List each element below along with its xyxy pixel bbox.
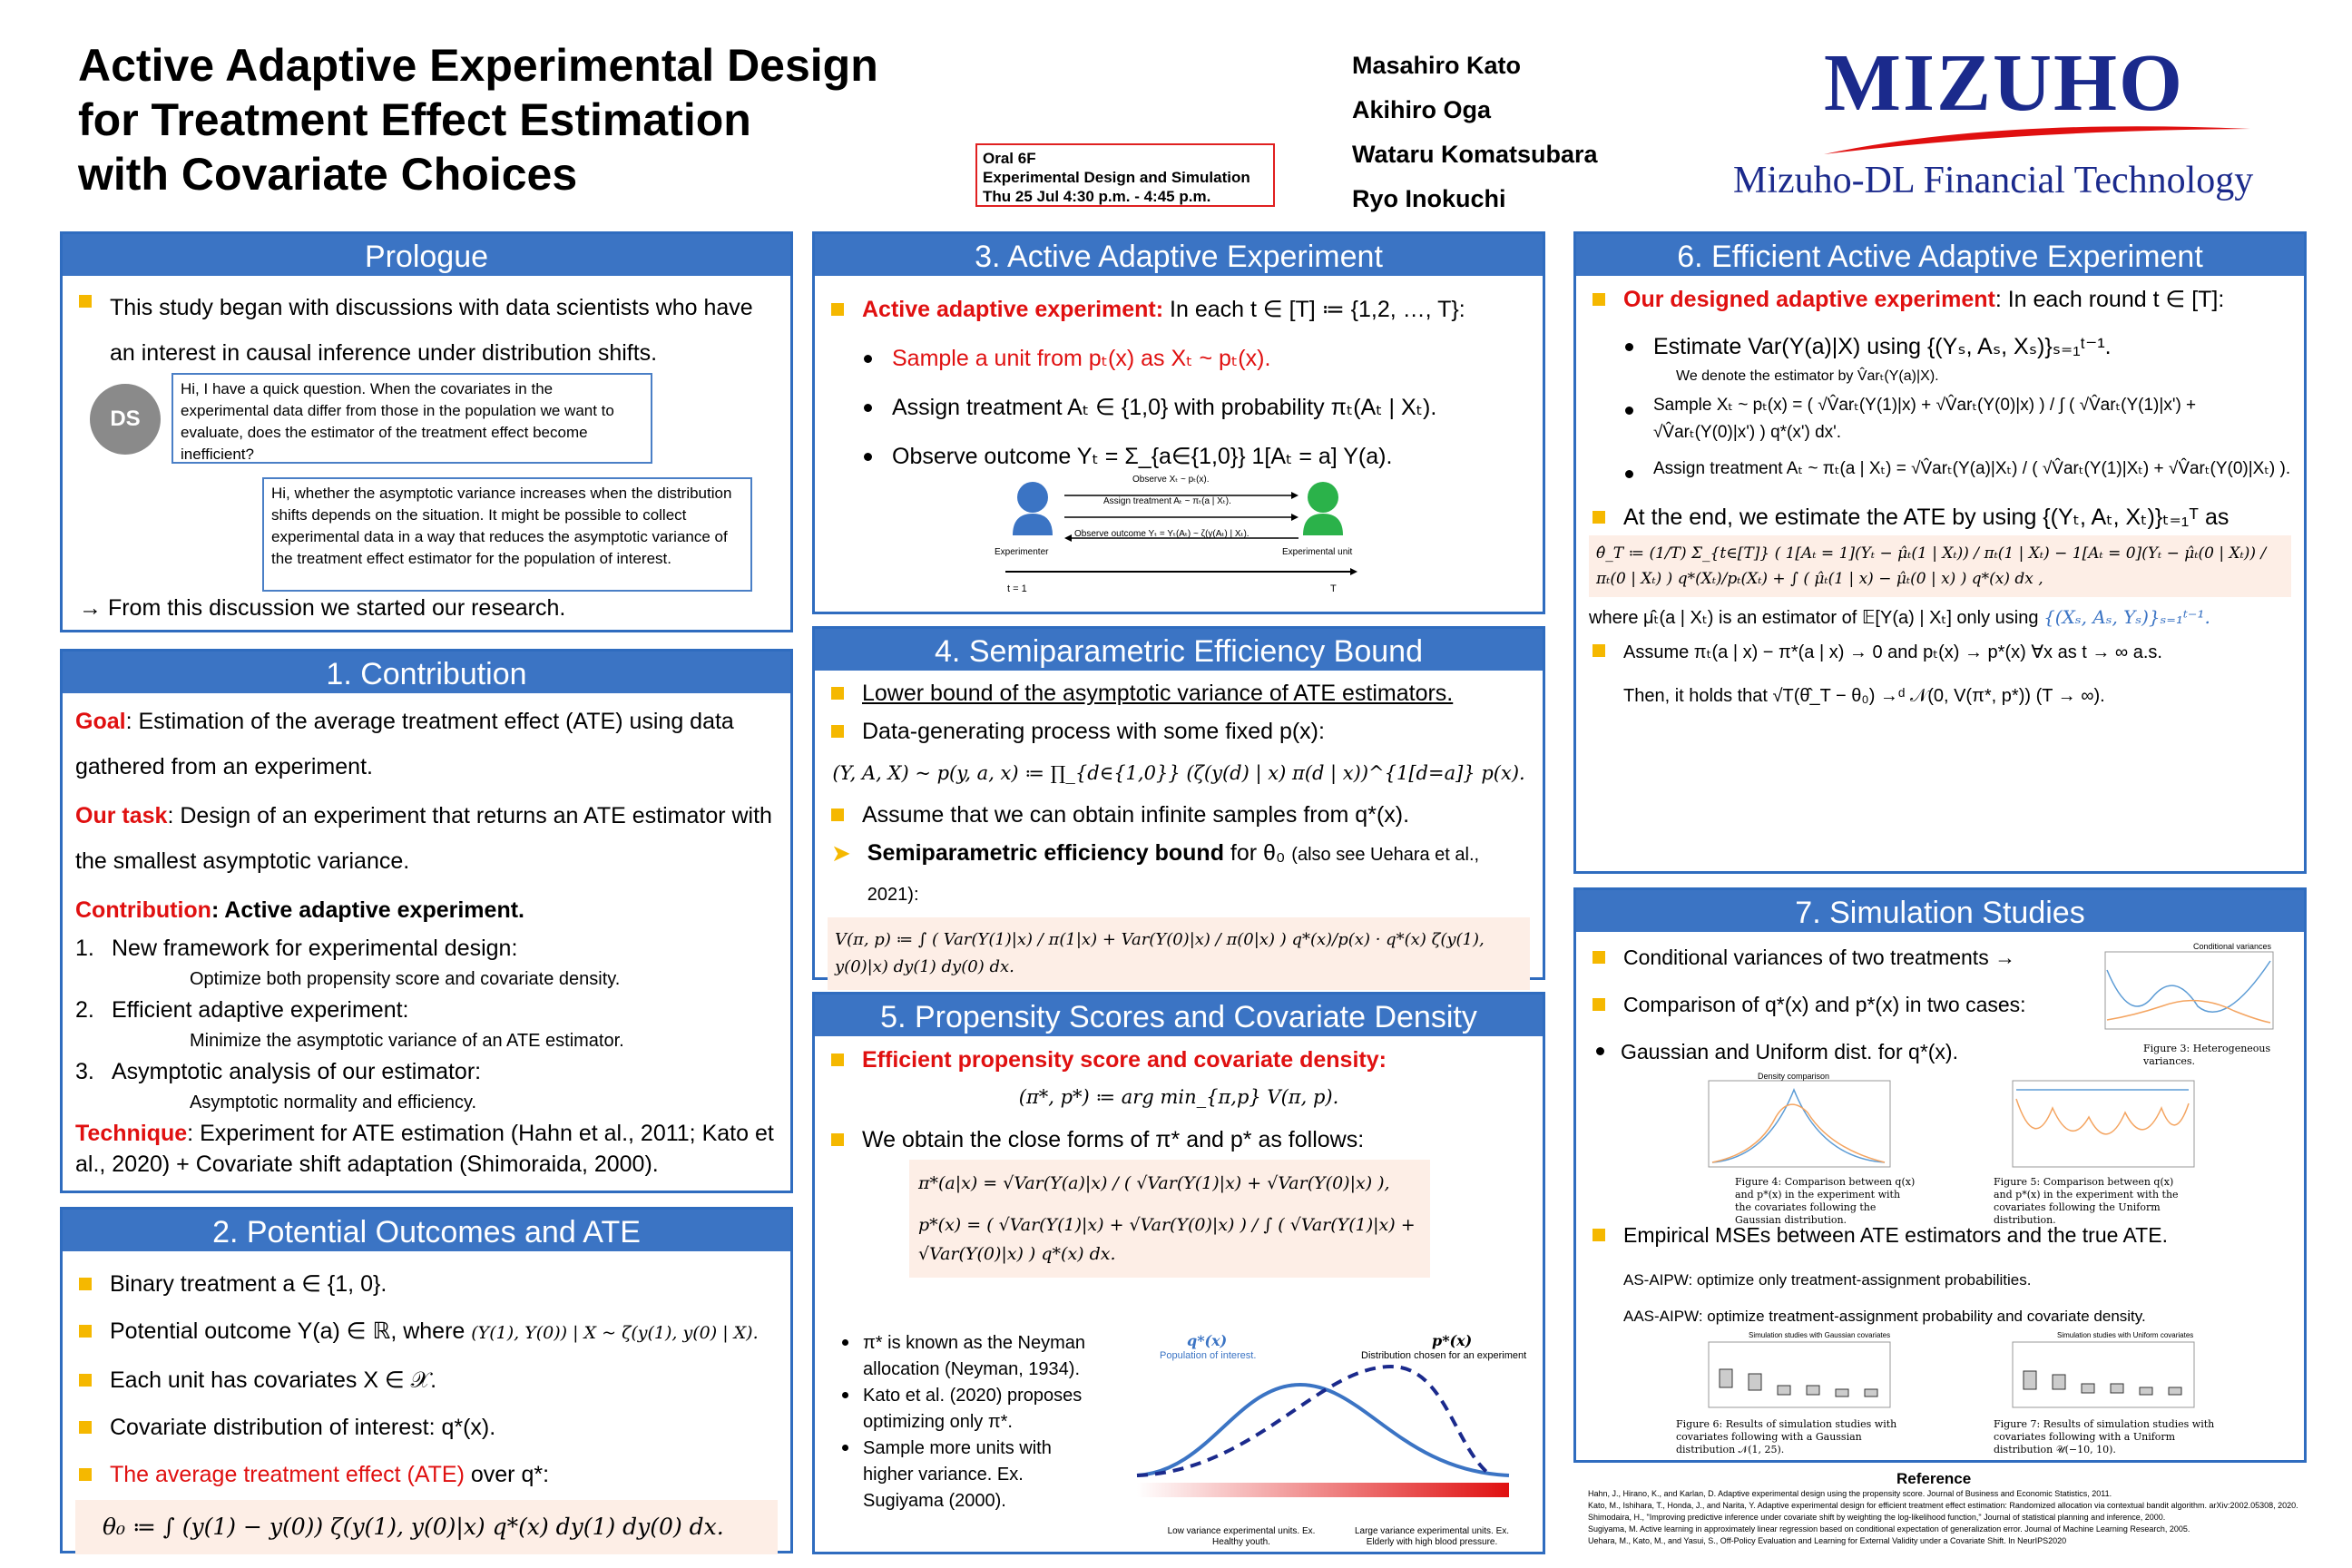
bullet-icon (831, 725, 844, 738)
potential-outcomes-panel (60, 1207, 793, 1553)
title-line: Active Adaptive Experimental Design (78, 40, 878, 91)
bullet-icon (1592, 293, 1605, 306)
q-star-caption: Population of interest. (1160, 1350, 1257, 1361)
bullet-icon (831, 303, 844, 316)
session-line: Thu 25 Jul 4:30 p.m. - 4:45 p.m. (983, 188, 1211, 205)
step-text: Assign treatment Aₜ ~ πₜ(a | Xₜ) = √V̂arₜ(Y(a)|Xₜ) / ( √V̂arₜ(Y(1)|Xₜ) + √V̂arₜ(Y(0)|Xₜ) ). (1653, 459, 2291, 478)
figure-caption: Figure 7: Results of simulation studies with covariates following with a Uniform distribution 𝒰(−10, 10). (1994, 1418, 2215, 1455)
high-variance-caption: Large variance experimental units. Ex. Elderly with high blood pressure. (1354, 1526, 1510, 1547)
density-shift-figure (1128, 1348, 1527, 1503)
author: Wataru Komatsubara (1352, 141, 1598, 168)
bullet-icon (842, 1445, 848, 1451)
bullet-icon (1625, 470, 1633, 478)
question-bubble: Hi, I have a quick question. When the covariates in the experimental data differ from those in the population we want to evaluate, does the estimator of the treatment effect become inefficient? (172, 373, 652, 464)
conditional-variance-figure (2089, 943, 2279, 1043)
session-line: Experimental Design and Simulation (983, 169, 1250, 186)
logo-swoosh-icon (1815, 118, 2269, 163)
bullet-text: The average treatment effect (ATE) over q*: (110, 1462, 550, 1487)
bullet-icon (79, 1421, 92, 1434)
panel-header: 5. Propensity Scores and Covariate Density (815, 995, 1543, 1036)
neyman-notes (833, 1330, 1105, 1514)
bullet-text: Efficient propensity score and covariate density: (862, 1047, 1387, 1073)
bullet-text: Conditional variances of two treatments → (1623, 946, 2016, 969)
prologue-conclusion: → From this discussion we started our research. (79, 595, 566, 621)
figure-title: Conditional variances (2193, 942, 2272, 951)
author: Ryo Inokuchi (1352, 185, 1506, 212)
bullet-text: Covariate distribution of interest: q*(x). (110, 1415, 496, 1440)
diagram-label: T (1330, 583, 1337, 594)
panel-header: 2. Potential Outcomes and ATE (63, 1210, 790, 1251)
step-text: Observe outcome Yₜ = Σ_{a∈{1,0}} 1[Aₜ = a] Y(a). (892, 444, 1393, 469)
prologue-panel (60, 231, 793, 632)
bullet-icon (864, 355, 872, 363)
step-text: Sample Xₜ ~ pₜ(x) = ( √V̂arₜ(Y(1)|x) + √V̂arₜ(Y(0)|x) ) / ∫ ( √V̂arₜ(Y(1)|x') + √V̂arₜ(Y(0)|x') ) q*(x') dx'. (1653, 396, 2197, 442)
bullet-icon (864, 453, 872, 461)
bullet-icon (79, 1468, 92, 1481)
figure-caption: Figure 4: Comparison between q(x) and p*(x) in the experiment with the covariates following the Gaussian distribution. (1735, 1176, 1916, 1226)
method-note: AS-AIPW: optimize only treatment-assignment probabilities. (1623, 1271, 2032, 1289)
bullet-text: We obtain the close forms of π* and p* as follows: (862, 1127, 1365, 1152)
note-text: π* is known as the Neyman allocation (Neyman, 1934). (863, 1333, 1086, 1379)
bullet-icon (1625, 407, 1633, 415)
arrow-bullet-icon: ➤ (831, 839, 851, 867)
poster-title (78, 38, 985, 201)
figure-caption: Figure 6: Results of simulation studies with covariates following with a Gaussian distribution 𝒩(1, 25). (1676, 1418, 1897, 1455)
prologue-text: This study began with discussions with data scientists who have an interest in causal inference under distribution shifts. (110, 295, 753, 366)
reference-item: Hahn, J., Hirano, K., and Karlan, D. Adaptive experimental design using the propensity score. Journal of Business and Economic Statistics, 2011. (1588, 1489, 2112, 1498)
title-line: for Treatment Effect Estimation (78, 94, 751, 145)
mse-bullet (1589, 1219, 2168, 1251)
bullet-icon (842, 1339, 848, 1346)
logo-brand: MIZUHO (1824, 38, 2185, 128)
bullet-icon (1592, 951, 1605, 964)
diagram-label: Assign treatment Aₜ ~ πₜ(a | Xₜ). (1103, 496, 1231, 506)
contribution-subitem: Minimize the asymptotic variance of an ATE estimator. (190, 1031, 624, 1051)
argmin-formula: (π*, p*) ≔ arg min_{π,p} V(π, p). (1018, 1086, 1339, 1108)
bullet-icon (79, 295, 92, 308)
bullet-text: Gaussian and Uniform dist. for q*(x). (1621, 1040, 1958, 1063)
bullet-icon (1592, 998, 1605, 1011)
diagram-label: Experimenter (995, 547, 1049, 557)
p-star-formula: p*(x) = ( √Var(Y(1)|x) + √Var(Y(0)|x) ) / ∫ ( √Var(Y(1)|x) + √Var(Y(0)|x) ) q*(x) dx. (918, 1215, 1416, 1264)
task-text: Our task: Design of an experiment that returns an ATE estimator with the smallest asymptotic variance. (75, 803, 772, 874)
diagram-label: Observe outcome Yₜ = Yₜ(Aₜ) ~ ζ(y(Aₜ) | Xₜ). (1074, 529, 1250, 539)
figure-title: Density comparison (1758, 1072, 1830, 1081)
panel-header: 7. Simulation Studies (1576, 890, 2304, 932)
reference-item: Shimodaira, H., "Improving predictive inference under covariate shift by weighting the log-likelihood function," Journal of statistical planning and inference, 2000. (1588, 1513, 2166, 1522)
bullet-text: Each unit has covariates X ∈ 𝒳. (110, 1367, 437, 1393)
bullet-icon (831, 687, 844, 700)
bullet-text: At the end, we estimate the ATE by using {(Yₜ, Aₜ, Xₜ)}ₜ₌₁ᵀ as (1623, 505, 2230, 530)
low-variance-caption: Low variance experimental units. Ex. Healthy youth. (1167, 1526, 1316, 1547)
session-line: Oral 6F (983, 150, 1036, 167)
efficiency-bound-formula: V(π, p) ≔ ∫ ( Var(Y(1)|x) / π(1|x) + Var(Y(0)|x) / π(0|x) ) q*(x)/p(x) · q*(x) ζ(y(1), y(0)|x) dy(1) dy(0) dx. (828, 917, 1530, 990)
bullet-text: Comparison of q*(x) and p*(x) in two cases: (1623, 993, 2026, 1016)
bullet-icon (79, 1374, 92, 1387)
simulation-panel (1573, 887, 2307, 1463)
mizuho-logo (1724, 27, 2269, 209)
bullet-text: Potential outcome Y(a) ∈ ℝ, where (Y(1), Y(0)) | X ~ ζ(y(1), y(0) | X). (110, 1318, 759, 1344)
reference-title: Reference (1896, 1470, 1972, 1487)
bullet-text: Binary treatment a ∈ {1, 0}. (110, 1271, 387, 1297)
author: Akihiro Oga (1352, 96, 1492, 123)
bullet-icon (1596, 1047, 1604, 1055)
figure-title: Simulation studies with Uniform covariates (2057, 1331, 2194, 1339)
answer-bubble: Hi, whether the asymptotic variance increases when the distribution shifts depends on the situation. It might be possible to collect experimental data in a way that reduces the asymptotic variance of the treatment effect estimator for the population of interest. (262, 477, 752, 592)
bullet-icon (1592, 644, 1605, 657)
step-text: Estimate Var(Y(a)|X) using {(Yₛ, Aₛ, Xₛ)}ₛ₌₁ᵗ⁻¹. (1653, 334, 2112, 359)
contribution-text: Contribution: Active adaptive experiment. (75, 897, 524, 923)
panel-header: 6. Efficient Active Adaptive Experiment (1576, 234, 2304, 276)
technique-text: Technique: Experiment for ATE estimation (Hahn et al., 2011; Kato et al., 2020) + Covariate shift adaptation (Shimoraida, 2000). (75, 1121, 774, 1177)
bullet-icon (1592, 511, 1605, 524)
ds-avatar: DS (90, 384, 161, 455)
contribution-subitem: Optimize both propensity score and covariate density. (190, 969, 621, 989)
title-line: with Covariate Choices (78, 149, 578, 200)
diagram-label: t = 1 (1007, 583, 1027, 594)
note-text: Kato et al. (2020) proposes optimizing only π*. (863, 1386, 1083, 1432)
bullet-icon (842, 1392, 848, 1398)
method-notes (1623, 1262, 2146, 1335)
ate-estimator-formula: θ̂_T ≔ (1/T) Σ_{t∈[T]} ( 1[Aₜ = 1](Yₜ − μ̂ₜ(1 | Xₜ)) / πₜ(1 | Xₜ) − 1[Aₜ = 0](Yₜ − μ̂ₜ(0 | Xₜ)) / πₜ(0 | Xₜ) ) q*(Xₜ)/pₜ(Xₜ) + ∫ ( μ̂ₜ(1 | x) − μ̂ₜ(0 | x) ) q*(x) dx , (1589, 535, 2291, 597)
density-comparison-gaussian-figure (1694, 1072, 1894, 1171)
diagram-label: Observe Xₜ ~ pₜ(x). (1132, 475, 1210, 485)
density-comparison-uniform-figure (1998, 1072, 2198, 1171)
bullet-text: Semiparametric efficiency bound for θ₀ (also see Uehara et al., 2021): (867, 840, 1480, 905)
figure-title: Simulation studies with Gaussian covariates (1749, 1331, 1891, 1339)
author: Masahiro Kato (1352, 52, 1522, 79)
bullet-icon (1592, 1229, 1605, 1241)
estimator-note: We denote the estimator by V̂arₜ(Y(a)|X). (1676, 368, 1939, 384)
bullet-icon (831, 808, 844, 821)
method-note: AAS-AIPW: optimize treatment-assignment probability and covariate density. (1623, 1308, 2146, 1325)
mse-boxplot-uniform (1998, 1333, 2198, 1415)
dgp-formula: (Y, A, X) ~ p(y, a, x) ≔ ∏_{d∈{1,0}} (ζ(y(d) | x) π(d | x))^{1[d=a]} p(x). (832, 762, 1525, 784)
reference-list (1588, 1488, 2305, 1547)
efficient-experiment-panel (1573, 231, 2307, 874)
bullet-text: Our designed adaptive experiment: In each round t ∈ [T]: (1623, 287, 2225, 312)
active-experiment-panel (812, 231, 1545, 614)
contribution-item: 3. Asymptotic analysis of our estimator: (75, 1059, 482, 1084)
efficiency-bound-panel (812, 626, 1545, 980)
where-text: where μ̂ₜ(a | Xₜ) is an estimator of 𝔼[Y(a) | Xₜ] only using {(Xₛ, Aₛ, Yₛ)}ₛ₌₁ᵗ⁻¹. (1589, 606, 2210, 628)
panel-header: 4. Semiparametric Efficiency Bound (815, 629, 1543, 671)
contribution-subitem: Asymptotic normality and efficiency. (190, 1093, 477, 1112)
panel-header: Prologue (63, 234, 790, 276)
reference-item: Uehara, M., Kato, M., and Yasui, S., Off-Policy Evaluation and Learning for External Validity under a Covariate Shift. In NeurIPS2020 (1588, 1536, 2067, 1545)
asymptotic-result: Then, it holds that √T(θ̂_T − θ₀) →ᵈ 𝒩(0, V(π*, p*)) (T → ∞). (1623, 686, 2105, 706)
bullet-text: Empirical MSEs between ATE estimators and the true ATE. (1623, 1223, 2168, 1247)
logo-subtitle: Mizuho-DL Financial Technology (1733, 160, 2254, 201)
propensity-panel (812, 992, 1545, 1554)
bullet-text: Active adaptive experiment: In each t ∈ [T] ≔ {1,2, …, T}: (862, 297, 1465, 322)
contribution-item: 2. Efficient adaptive experiment: (75, 997, 409, 1023)
bullet-icon (79, 1278, 92, 1290)
bullet-icon (831, 1133, 844, 1146)
contribution-item: 1. New framework for experimental design: (75, 936, 518, 961)
bullet-text: Data-generating process with some fixed p(x): (862, 719, 1325, 744)
bullet-icon (864, 404, 872, 412)
reference-item: Sugiyama, M. Active learning in approximately linear regression based on conditional expectation of generalization error. Journal of Machine Learning Research, 2005. (1588, 1524, 2190, 1534)
author-list (1352, 44, 1598, 221)
figure-caption: Figure 3: Heterogeneous variances. (2143, 1043, 2271, 1067)
step-text: Assign treatment Aₜ ∈ {1,0} with probability πₜ(Aₜ | Xₜ). (892, 395, 1437, 420)
p-star-label: p*(x) (1432, 1332, 1473, 1349)
p-star-caption: Distribution chosen for an experiment (1361, 1350, 1527, 1361)
bullet-text: Assume πₜ(a | x) − π*(a | x) → 0 and pₜ(x) → p*(x) ∀x as t → ∞ a.s. (1623, 642, 2162, 662)
pi-star-formula: π*(a|x) = √Var(Y(a)|x) / ( √Var(Y(1)|x) + √Var(Y(0)|x) ), (918, 1173, 1390, 1193)
q-star-label: q*(x) (1187, 1332, 1228, 1349)
diagram-label: Experimental unit (1282, 547, 1353, 557)
bullet-text: Assume that we can obtain infinite samples from q*(x). (862, 802, 1410, 828)
bullet-text: Lower bound of the asymptotic variance of ATE estimators. (862, 681, 1454, 706)
bullet-icon (831, 1054, 844, 1066)
closed-form-formula (909, 1160, 1430, 1278)
bullet-icon (79, 1325, 92, 1338)
reference-item: Kato, M., Ishihara, T., Honda, J., and Narita, Y. Adaptive experimental design for efficient treatment effect estimation: Randomized allocation via contextual bandit algorithm. arXiv:2002.05308, 2020. (1588, 1501, 2298, 1510)
contribution-panel (60, 649, 793, 1193)
session-box (975, 143, 1275, 207)
ate-formula: θ₀ ≔ ∫ (y(1) − y(0)) ζ(y(1), y(0)|x) q*(x) dy(1) dy(0) dx. (75, 1500, 778, 1554)
panel-header: 3. Active Adaptive Experiment (815, 234, 1543, 276)
mse-boxplot-gaussian (1694, 1333, 1894, 1415)
panel-header: 1. Contribution (63, 652, 790, 693)
goal-text: Goal: Estimation of the average treatment effect (ATE) using data gathered from an experiment. (75, 709, 734, 779)
bullet-icon (1625, 343, 1633, 351)
note-text: Sample more units with higher variance. Ex. Sugiyama (2000). (863, 1438, 1052, 1511)
figure-caption: Figure 5: Comparison between q(x) and p*(x) in the experiment with the covariates following the Uniform distribution. (1994, 1176, 2179, 1226)
step-text: Sample a unit from pₜ(x) as Xₜ ~ pₜ(x). (892, 346, 1271, 371)
